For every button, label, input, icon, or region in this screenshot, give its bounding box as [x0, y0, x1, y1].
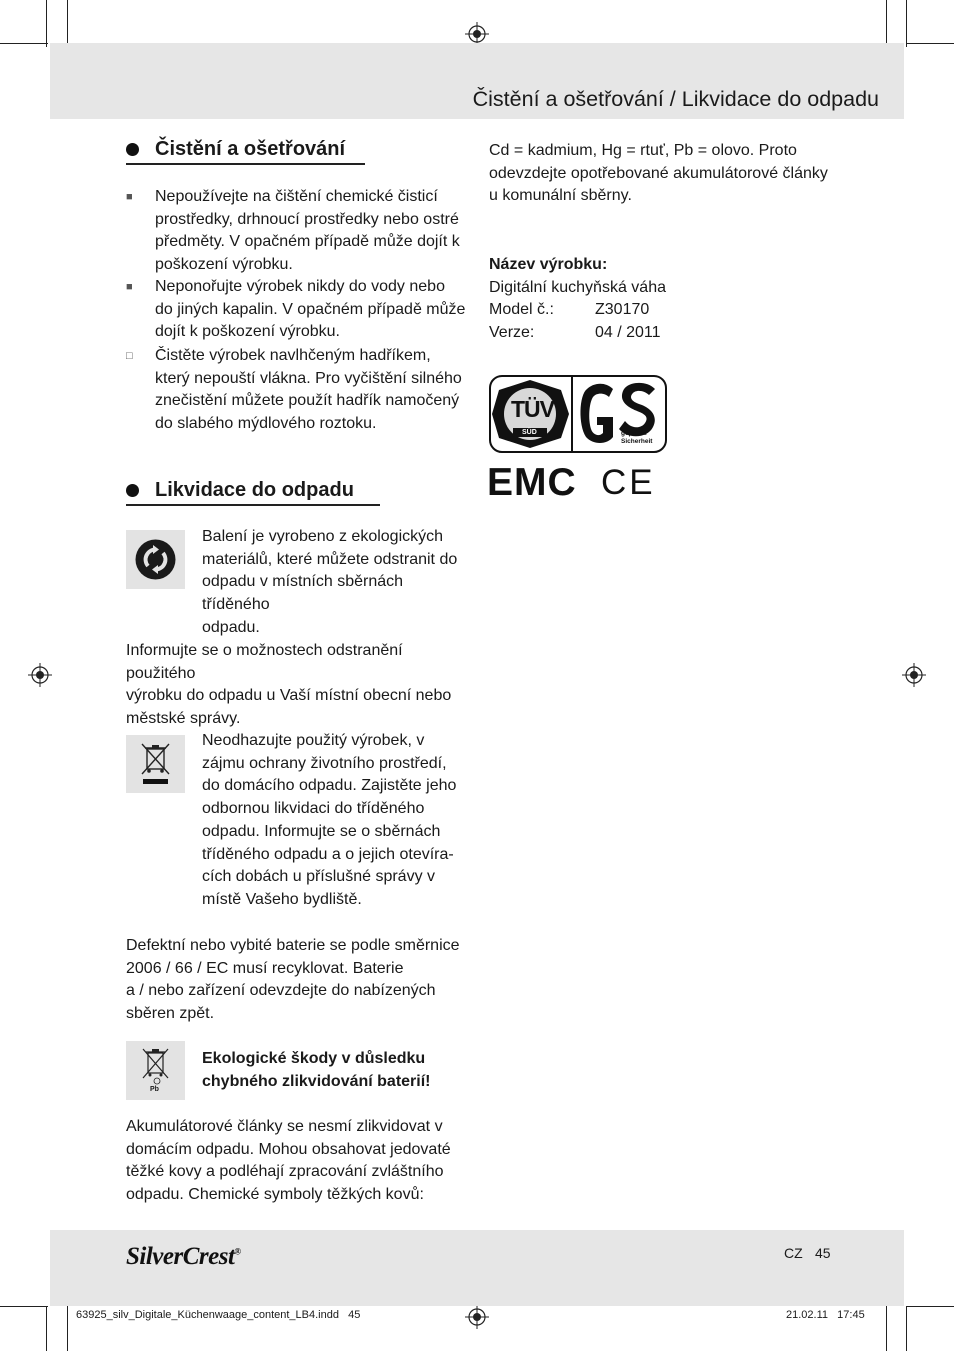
section-rule: [126, 163, 365, 165]
tuv-sub-text: SÜD: [522, 429, 537, 436]
emc-mark: EMC: [487, 461, 577, 504]
text-line: který nepouští vlákna. Pro vyčištění silného: [155, 369, 462, 387]
crossed-bin-icon: [126, 735, 185, 793]
text-line: tříděného odpadu a o jejich otevíra-: [202, 845, 454, 863]
green-dot-recycling-icon: [126, 530, 185, 589]
text-line: Informujte se o možnostech odstranění použitého: [126, 642, 403, 682]
crop-mark: [67, 0, 68, 47]
text-line: zájmu ochrany životního prostředí,: [202, 754, 447, 772]
battery-icon-box: [126, 1041, 185, 1100]
text-line: odpadu. Informujte se o sběrnách: [202, 822, 441, 840]
text-line: sběren zpět.: [126, 1005, 215, 1023]
tuv-gs-logo: [489, 375, 667, 453]
inform-text: [126, 640, 476, 731]
crop-mark: [67, 1306, 68, 1351]
text-line: Neodhazujte použitý výrobek, v: [202, 732, 425, 749]
product-label: Název výrobku:: [489, 256, 608, 273]
text-line: místě Vašeho bydliště.: [202, 890, 362, 908]
bullet-dot-icon: [126, 484, 139, 497]
text-line: Ekologické škody v důsledku: [202, 1050, 426, 1067]
crop-mark: [46, 1306, 47, 1351]
text-line: odbornou likvidaci do tříděného: [202, 800, 425, 818]
square-bullet-icon: ■: [126, 191, 133, 203]
text-line: a / nebo zařízení odevzdejte do nabízených: [126, 982, 436, 1000]
crop-mark: [46, 0, 47, 47]
model-row: [489, 299, 789, 322]
section-rule: [126, 504, 380, 506]
text-line: poškození výrobku.: [155, 256, 293, 274]
weee-text: [202, 730, 472, 912]
brand-registered: ®: [234, 1246, 241, 1257]
ce-mark: CE: [601, 463, 656, 502]
tuv-text: TÜV: [511, 396, 554, 422]
text-line: 2006 / 66 / EC musí recyklovat. Baterie: [126, 959, 404, 977]
text-line: materiálů, které můžete odstranit do: [202, 550, 458, 568]
footer-lang: CZ: [784, 1245, 803, 1261]
file-info: 63925_silv_Digitale_Küchenwaage_content_LB4.indd 45: [76, 1309, 361, 1321]
text-line: městské správy.: [126, 710, 241, 728]
symbols-text: [489, 140, 869, 208]
packaging-text: [202, 526, 472, 640]
text-line: cích dobách u příslušné správy v: [202, 868, 436, 886]
crop-mark: [906, 43, 954, 44]
version-value: 04 / 2011: [595, 324, 661, 342]
version-row: [489, 322, 789, 345]
text-line: odpadu. Chemické symboly těžkých kovů:: [126, 1186, 424, 1204]
text-line: znečistění můžete použít hadřík namočený: [155, 392, 460, 410]
text-line: domácím odpadu. Mohou obsahovat jedovaté: [126, 1140, 451, 1158]
text-line: do domácího odpadu. Zajistěte jeho: [202, 777, 457, 795]
square-bullet-icon: ■: [126, 281, 133, 293]
print-date: 21.02.11 17:45: [786, 1309, 865, 1321]
battery-icon-label: Pb: [150, 1086, 159, 1093]
page-title: Čistění a ošetřování / Likvidace do odpadu: [472, 87, 879, 111]
text-line: odevzdejte opotřebované akumulátorové články: [489, 164, 828, 182]
text-line: do slabého mýdlového roztoku.: [155, 415, 377, 433]
text-line: odpadu.: [202, 618, 260, 636]
text-line: Balení je vyrobeno z ekologických: [202, 528, 444, 545]
product-name: Digitální kuchyňská váha: [489, 278, 666, 296]
text-line: chybného zlikvidování baterií!: [202, 1072, 431, 1090]
section-heading-text: Likvidace do odpadu: [155, 479, 354, 501]
crop-mark: [0, 43, 48, 44]
text-line: Akumulátorové články se nesmí zlikvidovat v: [126, 1118, 443, 1135]
brand-name: SilverCrest: [126, 1243, 235, 1270]
text-line: Nepoužívejte na čištění chemické čisticí: [155, 188, 438, 205]
text-line: Čistěte výrobek navlhčeným hadříkem,: [155, 347, 431, 364]
model-label: Model č.:: [489, 301, 554, 319]
gs-sub-text: Sicherheit: [621, 438, 653, 445]
section-heading-text: Čistění a ošetřování: [155, 138, 346, 160]
crop-mark: [886, 0, 887, 47]
version-label: Verze:: [489, 324, 535, 342]
batteries-text: [126, 935, 476, 1026]
brand-logo: [126, 1243, 241, 1271]
text-line: odpadu v místních sběrnách tříděného: [202, 573, 404, 614]
text-line: výrobku do odpadu u Vaší místní obecní nebo: [126, 687, 452, 705]
text-line: u komunální sběrny.: [489, 187, 632, 205]
text-line: Defektní nebo vybité baterie se podle směrnice: [126, 937, 460, 954]
product-info: [489, 254, 789, 345]
weee-icon-box: [126, 735, 185, 793]
text-line: prostředky, drhnoucí prostředky nebo ostré: [155, 210, 459, 228]
warning-text: [202, 1048, 477, 1093]
gs-sub-text: geprüfte: [621, 430, 647, 437]
page-number: 45: [815, 1245, 831, 1261]
crop-mark: [906, 0, 907, 47]
crop-mark: [906, 1306, 954, 1307]
registration-mark-icon: [465, 1305, 489, 1329]
checkbox-bullet-icon: □: [126, 350, 133, 362]
bullet-dot-icon: [126, 143, 139, 156]
accumulators-text: [126, 1116, 476, 1207]
section-heading-disposal: [126, 479, 354, 502]
recycling-icon-box: [126, 530, 185, 589]
crop-mark: [886, 1306, 887, 1351]
text-line: Neponořujte výrobek nikdy do vody nebo: [155, 278, 445, 295]
text-line: do jiných kapalin. V opačném případě může: [155, 300, 466, 318]
text-line: dojít k poškození výrobku.: [155, 323, 340, 341]
section-heading-cleaning: [126, 138, 345, 161]
model-value: Z30170: [595, 301, 650, 319]
text-line: předměty. V opačném případě může dojít k: [155, 233, 460, 251]
crop-mark: [906, 1306, 907, 1351]
text-line: těžké kovy a podléhají zpracování zvláštního: [126, 1163, 444, 1181]
registration-mark-icon: [28, 663, 52, 687]
crop-mark: [0, 1306, 48, 1307]
registration-mark-icon: [902, 663, 926, 687]
text-line: Cd = kadmium, Hg = rtuť, Pb = olovo. Proto: [489, 142, 797, 159]
